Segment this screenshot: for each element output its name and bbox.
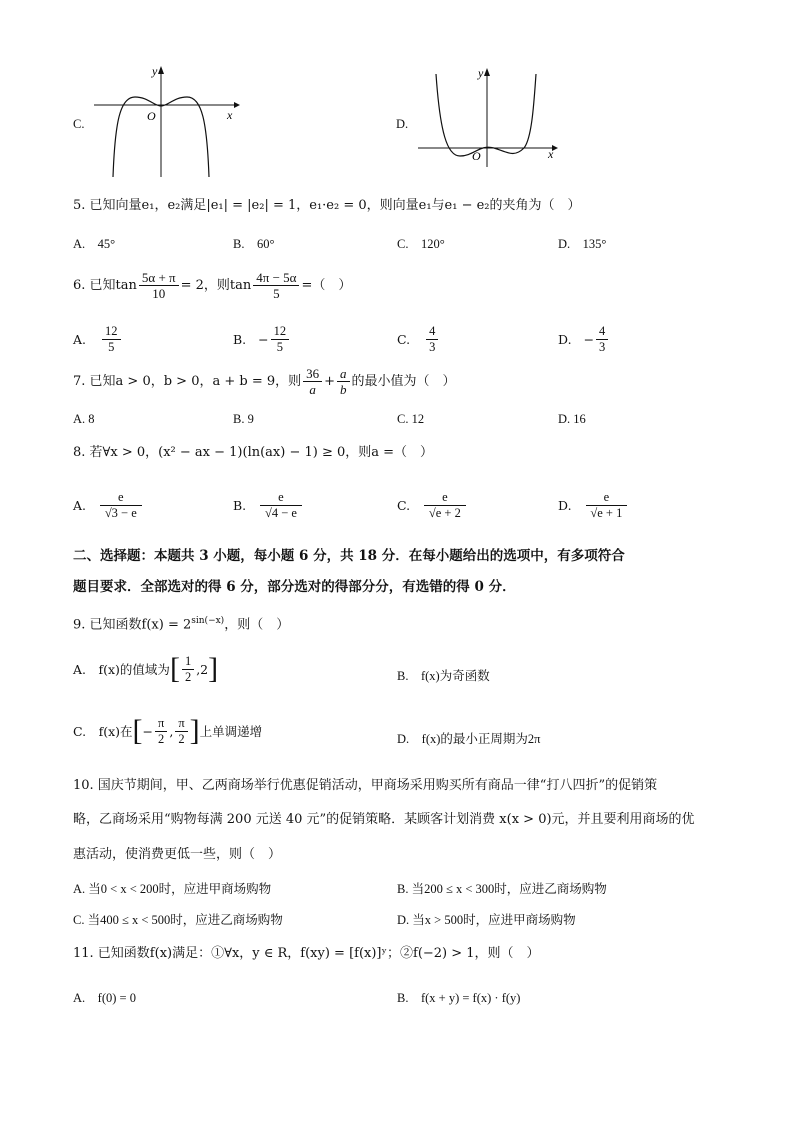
comma-icon: ,: [169, 723, 174, 739]
x-axis-label: x: [548, 147, 554, 161]
left-bracket-icon: [: [169, 652, 180, 685]
q9-option-c-f1-num: π: [155, 716, 167, 732]
q7-option-d: D. 16: [558, 412, 586, 426]
y-axis-label: y: [152, 64, 158, 78]
question-10-line-2: 略，乙商场采用“购物每满 200 元送 40 元”的促销策略．某顾客计划消费 x(x > 0)元，并且要利用商场的优: [73, 812, 695, 827]
q7-plus: +: [324, 373, 336, 389]
q9-option-c-neg: −: [142, 723, 154, 739]
q8-option-d-label: D.: [558, 498, 572, 513]
q9-text: 9. 已知函数f(x) = 2: [73, 617, 192, 633]
q6-option-b-sign: −: [258, 332, 269, 347]
q8-option-a-den: √3 − e: [104, 506, 137, 520]
q7-frac2-den: b: [340, 382, 347, 397]
q10-option-b: B. 当200 ≤ x < 300时，应进乙商场购物: [397, 882, 607, 896]
q11-option-b: B. f(x + y) = f(x) · f(y): [397, 991, 521, 1005]
q6-option-a-num: 12: [102, 324, 121, 340]
q9-option-a: [73, 652, 218, 686]
q9-option-c-f2-num: π: [175, 716, 187, 732]
q6-option-d-den: 3: [599, 340, 606, 354]
q6-option-c-frac: [426, 324, 438, 355]
q8-option-d-den: √e + 1: [590, 506, 623, 520]
q8-option-b-num: e: [260, 490, 302, 506]
q8-option-b-den: √4 − e: [264, 506, 297, 520]
q9-option-a-post: ,2: [196, 661, 209, 677]
q9-option-b: B. f(x)为奇函数: [397, 669, 490, 683]
q10-option-a: A. 当0 < x < 200时，应进甲商场购物: [73, 882, 272, 896]
q9-option-c-f2-den: 2: [178, 731, 185, 746]
q9-option-a-den: 2: [184, 669, 192, 684]
q8-option-c-frac: [424, 490, 466, 521]
q6-option-c: [397, 324, 440, 355]
q6-option-d: [558, 324, 610, 355]
q8-option-c-den: √e + 2: [428, 506, 461, 520]
origin-label: O: [472, 149, 481, 163]
q6-option-b: [233, 324, 291, 355]
q5-option-a: A. 45°: [73, 237, 116, 251]
option-c-label: C.: [73, 117, 85, 131]
x-axis-label: x: [227, 108, 233, 122]
q6-frac2-den: 5: [273, 286, 280, 301]
q6-option-b-den: 5: [276, 340, 284, 354]
curve-d: [436, 74, 536, 156]
question-5-text: 5. 已知向量e₁，e₂满足|e₁| = |e₂| = 1，e₁·e₂ = 0，则向量e₁与e₁ − e₂的夹角为（ ）: [73, 198, 581, 213]
q5-option-b: B. 60°: [233, 237, 275, 251]
q6-option-a: [73, 324, 123, 355]
q8-option-a-frac: [100, 490, 142, 521]
q7-suffix: 的最小值为（ ）: [351, 373, 456, 389]
y-axis-label: y: [478, 66, 484, 80]
graph-option-d: [414, 62, 564, 172]
question-11-text: 11. 已知函数f(x)满足：①∀x，y ∈ R，f(xy) = [f(x)]ʸ；②f(−2) > 1，则（ ）: [73, 946, 540, 961]
q8-option-c: [397, 490, 468, 521]
q6-option-c-den: 3: [429, 340, 436, 354]
q9-option-c-prefix: C. f(x)在: [73, 724, 133, 739]
q6-option-c-label: C.: [397, 332, 411, 347]
q9-option-c-f1-den: 2: [158, 731, 165, 746]
q8-option-c-label: C.: [397, 498, 411, 513]
q6-option-b-num: 12: [271, 324, 290, 340]
q9-option-c: [73, 714, 262, 748]
question-6: [73, 270, 351, 301]
q7-fraction-1: [303, 366, 322, 397]
q6-option-a-label: A.: [73, 332, 87, 347]
q6-option-d-frac: [596, 324, 608, 355]
q6-frac1-num: 5α + π: [139, 270, 179, 286]
q6-prefix: 6. 已知tan: [73, 277, 137, 293]
question-10-line-1: 10. 国庆节期间，甲、乙两商场举行优惠促销活动，甲商场采用购买所有商品一律“打八四折”的促销策: [73, 778, 658, 793]
origin-label: O: [147, 109, 156, 123]
right-bracket-icon: ]: [208, 652, 219, 685]
q6-mid: = 2，则tan: [180, 277, 252, 293]
q11-option-a: A. f(0) = 0: [73, 991, 136, 1005]
q6-option-a-den: 5: [108, 340, 115, 354]
question-10-line-3: 惠活动，使消费更低一些，则（ ）: [73, 847, 282, 862]
q7-frac1-num: 36: [303, 366, 322, 382]
q8-option-b: [233, 490, 304, 521]
q8-option-d-frac: [586, 490, 628, 521]
q8-option-c-num: e: [424, 490, 466, 506]
q6-option-b-label: B.: [233, 332, 247, 347]
y-axis-arrow: [158, 66, 164, 74]
q10-option-c: C. 当400 ≤ x < 500时，应进乙商场购物: [73, 913, 283, 927]
q6-option-c-num: 4: [426, 324, 438, 340]
q9-option-a-frac: [182, 654, 194, 685]
x-axis-arrow: [234, 102, 240, 108]
left-bracket-icon: [: [132, 714, 143, 747]
q7-prefix: 7. 已知a > 0，b > 0，a + b = 9，则: [73, 373, 302, 389]
question-7: [73, 366, 456, 397]
q9-option-c-frac-2: [175, 716, 187, 747]
q6-option-a-frac: [102, 324, 121, 355]
q8-option-a-label: A.: [73, 498, 87, 513]
option-d-label: D.: [396, 117, 409, 131]
q9-suffix: ，则（ ）: [224, 617, 290, 633]
q6-suffix: =（ ）: [301, 277, 352, 293]
q9-option-a-prefix: A. f(x)的值域为: [73, 662, 170, 677]
q6-option-d-label: D.: [558, 332, 572, 347]
q9-option-c-post: 上单调递增: [199, 724, 263, 739]
q8-option-d-num: e: [586, 490, 628, 506]
q6-option-b-frac: [271, 324, 290, 355]
q5-option-d: D. 135°: [558, 237, 607, 251]
y-axis-arrow: [484, 68, 490, 76]
q7-frac2-num: a: [337, 366, 350, 382]
q6-option-d-num: 4: [596, 324, 608, 340]
q6-fraction-2: [253, 270, 299, 301]
section-2-heading-line-2: 题目要求．全部选对的得 6 分，部分选对的得部分分，有选错的得 0 分．: [73, 579, 516, 595]
q7-option-c: C. 12: [397, 412, 425, 426]
section-2-heading-line-1: 二、选择题：本题共 3 小题，每小题 6 分，共 18 分．在每小题给出的选项中，有多项符合: [73, 548, 625, 564]
q9-option-a-num: 1: [182, 654, 194, 670]
q8-option-a-num: e: [100, 490, 142, 506]
q8-option-a: [73, 490, 144, 521]
q8-option-b-frac: [260, 490, 302, 521]
graph-option-c: [90, 62, 240, 182]
q9-option-d: D. f(x)的最小正周期为2π: [397, 732, 541, 746]
q6-fraction-1: [139, 270, 179, 301]
q9-option-c-frac-1: [155, 716, 167, 747]
q10-option-d: D. 当x > 500时，应进甲商场购物: [397, 913, 576, 927]
q8-option-b-label: B.: [233, 498, 247, 513]
q7-option-a: A. 8: [73, 412, 95, 426]
q7-fraction-2: [337, 366, 350, 397]
q5-option-c: C. 120°: [397, 237, 445, 251]
q6-frac1-den: 10: [152, 286, 166, 301]
right-bracket-icon: ]: [189, 714, 200, 747]
question-9: [73, 612, 289, 634]
q9-exponent: sin(−x): [191, 616, 225, 626]
q7-option-b: B. 9: [233, 412, 254, 426]
q6-option-d-sign: −: [583, 332, 595, 347]
q7-frac1-den: a: [309, 382, 316, 397]
q6-frac2-num: 4π − 5α: [253, 270, 299, 286]
question-8-text: 8. 若∀x > 0，(x² − ax − 1)(ln(ax) − 1) ≥ 0，则a =（ ）: [73, 445, 434, 460]
q8-option-d: [558, 490, 629, 521]
